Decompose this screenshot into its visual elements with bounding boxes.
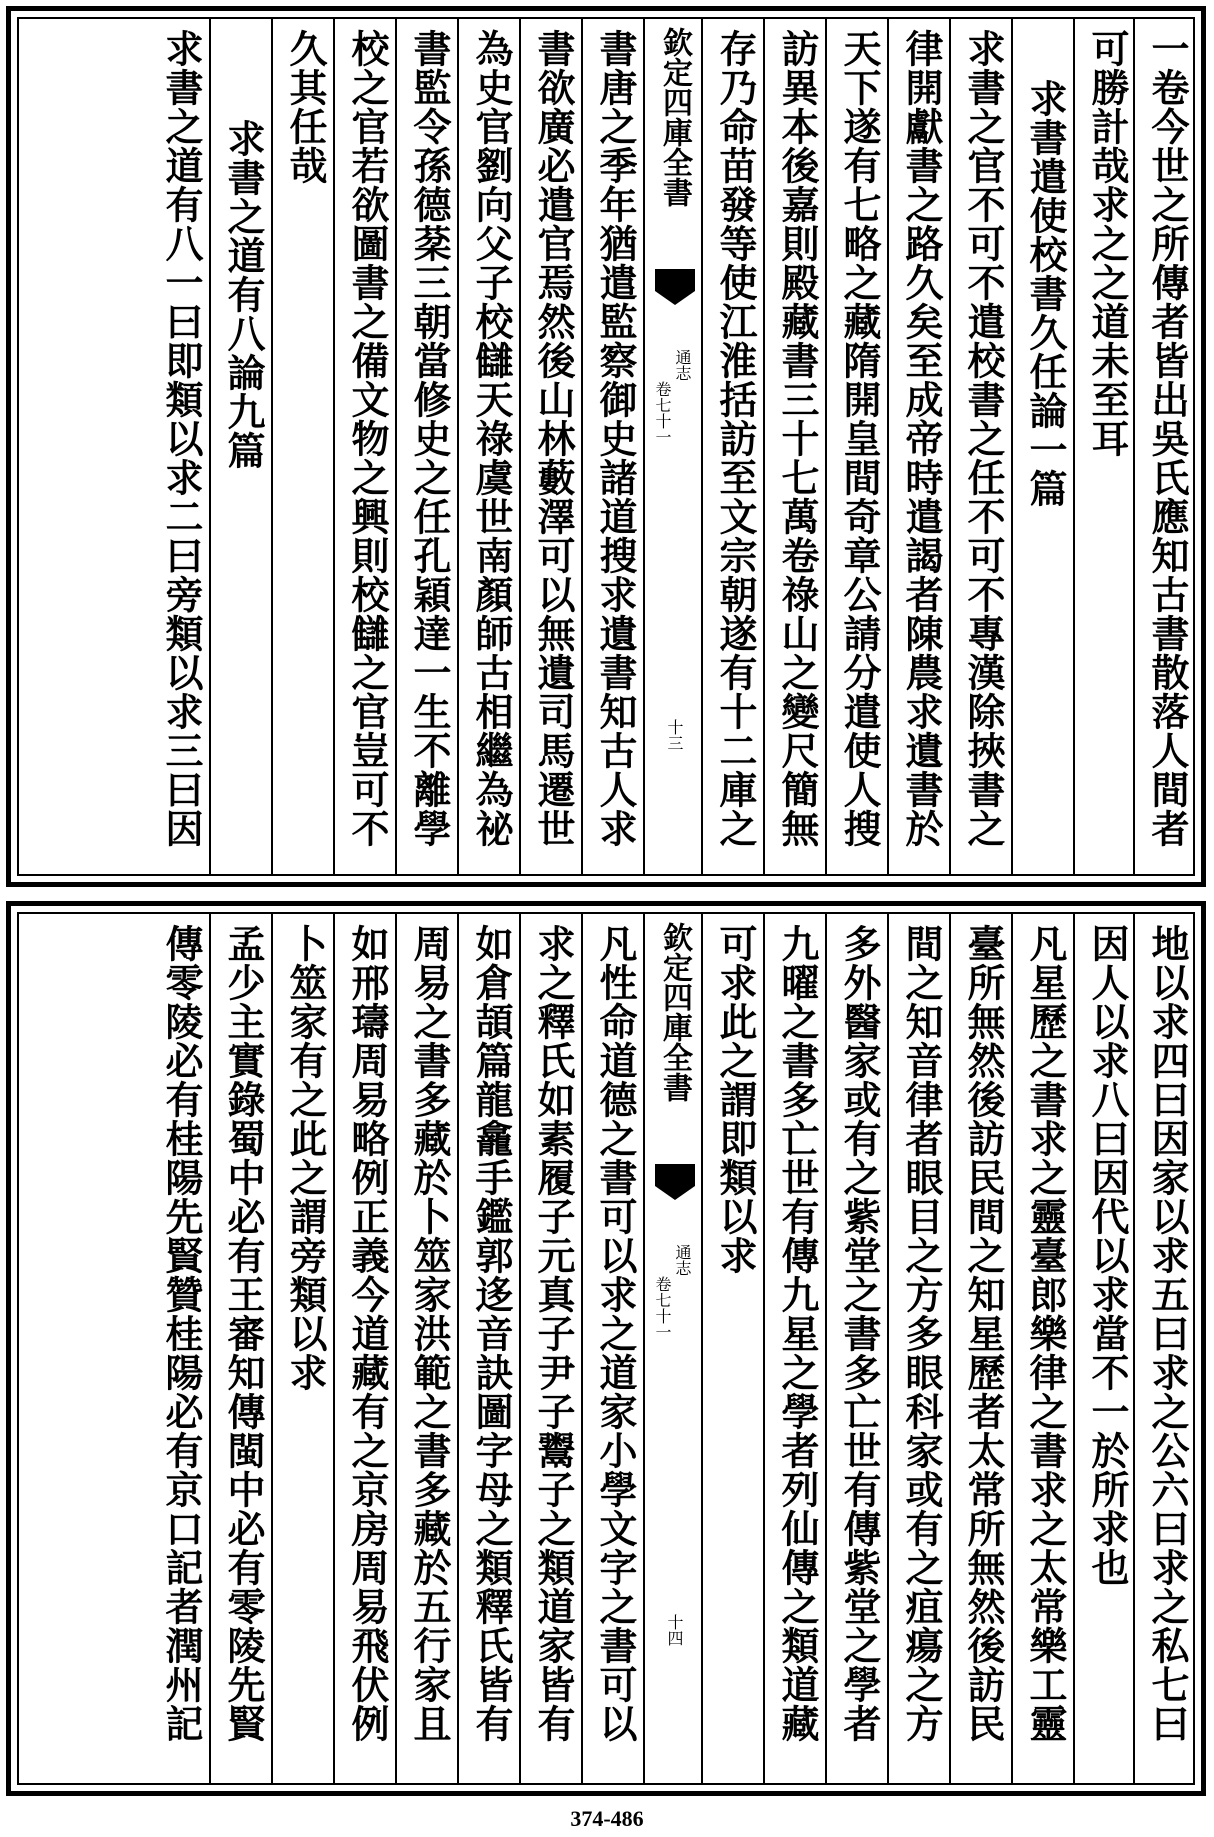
text-column: 間之知音律者眼目之方多眼科家或有之疽瘍之方 <box>899 924 944 1743</box>
column-rule <box>395 19 397 874</box>
center-strip <box>643 914 703 1783</box>
text-column: 因人以求八曰因代以求當不一於所求也 <box>1085 924 1130 1587</box>
text-column: 如倉頡篇龍龕手鑑郭迻音訣圖字母之類釋氏皆有 <box>469 924 514 1743</box>
column-rule <box>457 914 459 1783</box>
text-column: 為史官劉向父子校讎天祿虞世南顏師古相繼為祕 <box>469 29 514 848</box>
text-column: 久其任哉 <box>283 29 328 185</box>
text-column: 九曜之書多亡世有傳九星之學者列仙傳之類道藏 <box>775 924 820 1743</box>
column-rule <box>763 19 765 874</box>
text-column: 卜筮家有之此之謂旁類以求 <box>283 924 328 1392</box>
column-rule <box>949 19 951 874</box>
book-title: 通志 <box>673 349 692 381</box>
text-column: 求書之官不可不遣校書之任不可不專漢除挾書之 <box>961 29 1006 848</box>
fish-tail-mark <box>655 1164 695 1186</box>
text-column: 凡性命道德之書可以求之道家小學文字之書可以 <box>593 924 638 1743</box>
text-column: 求之釋氏如素履子元真子尹子鬻子之類道家皆有 <box>531 924 576 1743</box>
text-column: 地以求四曰因家以求五曰求之公六曰求之私七曰 <box>1145 924 1190 1743</box>
column-rule <box>333 914 335 1783</box>
text-column: 書監令孫德棻三朝當修史之任孔穎達一生不離學 <box>407 29 452 848</box>
page-footer-number: 374-486 <box>570 1806 644 1831</box>
volume-label: 卷七十一 <box>653 381 672 445</box>
column-rule <box>1073 19 1075 874</box>
text-column: 校之官若欲圖書之備文物之興則校讎之官豈可不 <box>345 29 390 848</box>
center-strip <box>643 19 703 874</box>
column-rule <box>581 19 583 874</box>
text-column: 如邢璹周易略例正義今道藏有之京房周易飛伏例 <box>345 924 390 1743</box>
column-rule <box>825 914 827 1783</box>
column-rule <box>887 914 889 1783</box>
text-column: 臺所無然後訪民間之知星歷者太常所無然後訪民 <box>961 924 1006 1743</box>
column-rule <box>457 19 459 874</box>
text-column: 存乃命苗發等使江淮括訪至文宗朝遂有十二庫之 <box>713 29 758 848</box>
text-column: 傳零陵必有桂陽先賢贊桂陽必有京口記者潤州記 <box>159 924 204 1743</box>
column-rule <box>949 914 951 1783</box>
column-rule <box>333 19 335 874</box>
column-rule <box>1133 914 1135 1783</box>
fish-tail-mark <box>655 269 695 291</box>
text-column: 求書遣使校書久任論一篇 <box>1023 79 1068 508</box>
text-column: 天下遂有七略之藏隋開皇間奇章公請分遣使人搜 <box>837 29 882 848</box>
column-rule <box>519 914 521 1783</box>
text-column: 求書之道有八一曰即類以求二曰旁類以求三曰因 <box>159 29 204 848</box>
text-column: 可勝計哉求之之道未至耳 <box>1085 29 1130 458</box>
text-column: 書唐之季年猶遣監察御史諸道搜求遺書知古人求 <box>593 29 638 848</box>
column-rule <box>271 914 273 1783</box>
text-column: 律開獻書之路久矣至成帝時遣謁者陳農求遺書於 <box>899 29 944 848</box>
center-title: 欽定四庫全書 <box>657 27 692 207</box>
text-column: 孟少主實錄蜀中必有王審知傳閩中必有零陵先賢 <box>221 924 266 1743</box>
leaf-number: 十四 <box>665 1614 684 1646</box>
center-title: 欽定四庫全書 <box>657 922 692 1102</box>
column-rule <box>519 19 521 874</box>
column-rule <box>887 19 889 874</box>
text-column: 一卷今世之所傳者皆出吳氏應知古書散落人間者 <box>1145 29 1190 848</box>
text-column: 訪異本後嘉則殿藏書三十七萬卷祿山之變尺簡無 <box>775 29 820 848</box>
page-lower <box>6 901 1206 1796</box>
column-rule <box>395 914 397 1783</box>
column-rule <box>1133 19 1135 874</box>
leaf-number: 十三 <box>665 719 684 751</box>
column-rule <box>825 19 827 874</box>
page-lower-frame <box>17 912 1195 1785</box>
column-rule <box>581 914 583 1783</box>
column-rule <box>1011 19 1013 874</box>
text-column: 多外醫家或有之紫堂之書多亡世有傳紫堂之學者 <box>837 924 882 1743</box>
page-upper <box>6 6 1206 887</box>
book-title: 通志 <box>673 1244 692 1276</box>
text-column: 凡星歷之書求之靈臺郎樂律之書求之太常樂工靈 <box>1023 924 1068 1743</box>
column-rule <box>209 914 211 1783</box>
volume-label: 卷七十一 <box>653 1276 672 1340</box>
column-rule <box>271 19 273 874</box>
column-rule <box>1011 914 1013 1783</box>
column-rule <box>763 914 765 1783</box>
column-rule <box>1073 914 1075 1783</box>
text-column: 可求此之謂即類以求 <box>713 924 758 1275</box>
column-rule <box>209 19 211 874</box>
text-column: 書欲廣必遣官焉然後山林藪澤可以無遺司馬遷世 <box>531 29 576 848</box>
text-column: 周易之書多藏於卜筮家洪範之書多藏於五行家且 <box>407 924 452 1743</box>
text-column: 求書之道有八論九篇 <box>221 119 266 470</box>
page-upper-frame <box>17 17 1195 876</box>
